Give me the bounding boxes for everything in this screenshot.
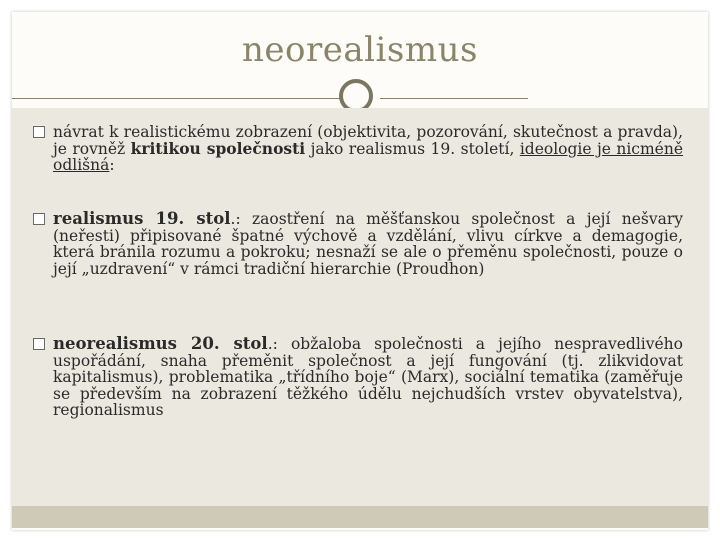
footer-band — [12, 506, 708, 528]
bullet-item-3 — [33, 336, 683, 419]
bullet-tail: jako realismus 19. století, — [305, 139, 520, 158]
bullet-head: neorealismus 20. stol — [53, 334, 268, 353]
bullet-text — [53, 124, 683, 174]
bullet-end: : — [109, 156, 115, 174]
square-bullet-icon — [33, 126, 45, 138]
bullet-head: realismus 19. stol — [53, 209, 231, 228]
bullet-text — [53, 336, 683, 419]
bullet-lead: návrat k realistickému zobrazení (objektivita, pozorování, skutečnost a pravda), je rovněž — [53, 123, 683, 158]
slide-title: neorealismus — [242, 30, 478, 70]
bullet-bold: kritikou společnosti — [130, 138, 306, 158]
bullet-rest: .: obžaloba společnosti a jejího nespravedlivého uspořádání, snaha přeměnit společnost a její fungování (tj. zlikvidovat kapitalismus), problematika „třídního boje“ (Marx), sociální tematika (zaměřuje se především na zobrazení těžkého údělu nejchudších vrstev obyvatelstva), regionalismus — [53, 335, 683, 419]
bullet-text — [53, 211, 683, 277]
title-rule-left — [12, 98, 340, 99]
bullet-rest: .: zaostření na měšťanskou společnost a její nešvary (neřesti) připisované špatné výchově a vzdělání, vlivu církve a demagogie, která bránila rozumu a pokroku; nesnaží se ale o přeměnu společnosti, pouze o její „uzdravení“ v rámci tradiční hierarchie (Proudhon) — [53, 210, 683, 278]
bullet-item-1 — [33, 124, 683, 174]
square-bullet-icon — [33, 338, 45, 350]
square-bullet-icon — [33, 213, 45, 225]
bullet-item-2 — [33, 211, 683, 277]
bullet-underlined: ideologie je nicméně odlišná — [53, 139, 683, 174]
title-rule-right — [380, 98, 528, 99]
